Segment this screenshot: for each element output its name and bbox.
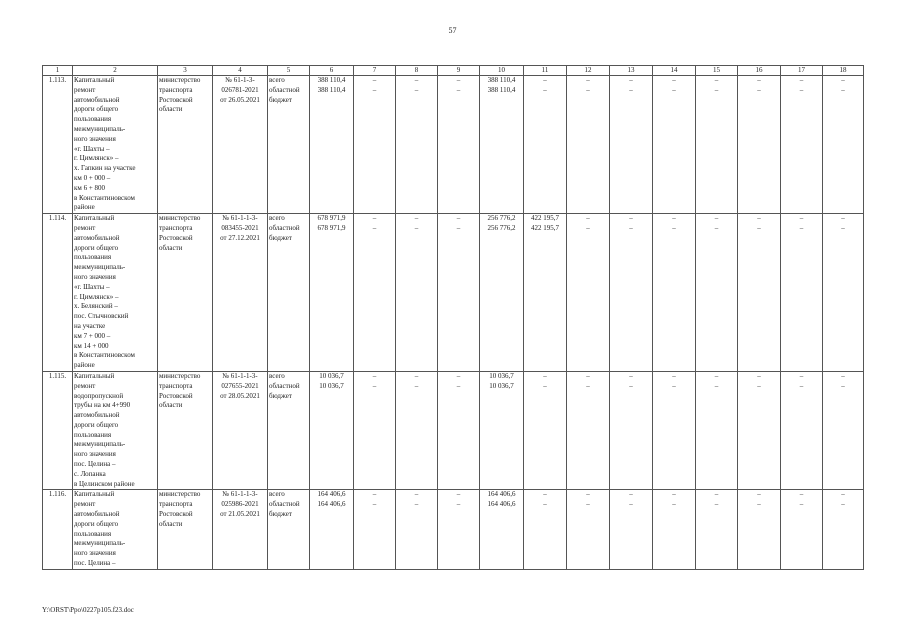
value-cell [524,76,567,214]
value-line: 388 110,4 [487,76,516,84]
column-header: 8 [396,66,438,76]
value-cell [823,214,864,372]
value-line: – [586,76,590,84]
value-line: – [672,490,676,499]
expertise-doc: № 61-1-1-3- 027655-2021 от 28.05.2021 [213,371,268,490]
value-line: – [629,224,633,233]
value-line: – [414,214,419,223]
funding-source-label: областной бюджет [269,500,300,519]
value-cell [653,214,696,372]
value-cell [567,214,610,372]
value-line: 678 971,9 [317,224,346,233]
funding-source [268,490,310,569]
value-line: – [456,224,461,233]
value-line: – [586,500,590,509]
value-cell [781,490,823,569]
value-line: – [799,381,804,390]
value-line: – [841,224,845,233]
expertise-doc: № 61-1-1-3- 025986-2021 от 21.05.2021 [213,490,268,569]
value-line: – [414,381,419,390]
value-cell [696,490,738,569]
value-line: – [799,371,804,380]
funding-source-label: областной бюджет [269,86,300,104]
object-name: Капитальный ремонт автомобильной дороги общего пользования межмуниципаль- ного значения «г. Шахты – г. Цимлянск» – х. Гапкин на участке км 0 + 000 – км 6 + 800 в Константиновском районе [73,76,158,214]
value-line: – [456,500,461,509]
column-header: 2 [73,66,158,76]
value-line: – [757,76,761,84]
value-line: – [456,381,461,390]
value-line: – [456,371,461,380]
value-line: – [757,500,761,509]
value-line: – [414,76,419,84]
value-line: – [757,86,761,94]
table-row [43,214,864,372]
value-line: – [799,490,804,499]
value-line: – [372,214,377,223]
column-header: 12 [567,66,610,76]
value-line: – [586,214,590,223]
column-header: 15 [696,66,738,76]
value-cell [781,371,823,490]
value-line: 388 110,4 [317,76,346,84]
column-header: 18 [823,66,864,76]
funding-source [268,371,310,490]
value-cell [480,76,524,214]
value-line: – [714,371,719,380]
value-cell [524,214,567,372]
value-line: – [629,381,633,390]
column-header: 9 [438,66,480,76]
value-line: – [543,371,547,380]
value-cell [653,76,696,214]
column-header: 16 [738,66,781,76]
value-cell [396,76,438,214]
value-line: – [757,371,761,380]
value-cell [438,76,480,214]
row-number: 1.114. [43,214,73,372]
value-line: 256 776,2 [487,214,516,223]
value-cell [696,214,738,372]
value-line: – [714,381,719,390]
value-line: – [543,490,547,499]
value-cell [738,76,781,214]
value-cell [354,214,396,372]
value-cell [310,76,354,214]
column-header: 5 [268,66,310,76]
value-line: – [586,371,590,380]
value-line: – [714,224,719,233]
value-cell [823,490,864,569]
row-number: 1.115. [43,371,73,490]
value-cell [524,371,567,490]
value-line: – [799,86,804,94]
column-header: 1 [43,66,73,76]
value-line: – [543,86,547,94]
funding-source-label: областной бюджет [269,224,300,242]
value-line: 388 110,4 [317,86,346,94]
value-cell [438,371,480,490]
funding-source [268,76,310,214]
value-cell [738,490,781,569]
value-line: – [414,371,419,380]
value-cell [781,214,823,372]
value-line: – [799,214,804,223]
value-line: – [586,224,590,233]
value-line: – [714,500,719,509]
value-cell [567,76,610,214]
row-number: 1.116. [43,490,73,569]
object-name: Капитальный ремонт автомобильной дороги общего пользования межмуниципаль- ного значения пос. Целина – [73,490,158,569]
value-line: – [841,381,845,390]
value-cell [696,76,738,214]
column-header: 7 [354,66,396,76]
value-line: – [543,381,547,390]
value-line: – [372,76,377,84]
value-line: – [841,371,845,380]
value-line: – [456,490,461,499]
value-line: – [714,76,719,84]
value-cell [696,371,738,490]
value-line: – [799,224,804,233]
value-line: – [414,224,419,233]
value-line: 10 036,7 [489,381,514,390]
value-cell [823,76,864,214]
value-cell [480,490,524,569]
column-header: 4 [213,66,268,76]
funding-source-label: всего [269,76,285,84]
row-number: 1.113. [43,76,73,214]
value-line: – [372,381,377,390]
value-line: 422 195,7 [531,224,559,233]
table-row [43,371,864,490]
value-cell [354,371,396,490]
value-line: – [841,214,845,223]
value-line: – [629,371,633,380]
value-line: – [841,76,845,84]
value-cell [310,490,354,569]
column-header: 17 [781,66,823,76]
value-cell [438,490,480,569]
value-line: – [672,224,676,233]
value-line: 10 036,7 [319,381,344,390]
value-line: – [456,214,461,223]
value-cell [653,490,696,569]
column-header: 3 [158,66,213,76]
funding-source-label: всего [269,214,285,223]
value-line: – [672,76,676,84]
value-line: – [543,76,547,84]
value-cell [823,371,864,490]
value-line: 164 406,6 [487,490,516,499]
funding-source [268,214,310,372]
table-header-row [43,66,864,76]
value-cell [610,76,653,214]
value-line: 10 036,7 [489,371,514,380]
value-line: – [414,500,419,509]
value-cell [480,371,524,490]
value-cell [567,371,610,490]
value-line: – [672,500,676,509]
value-cell [781,76,823,214]
value-line: – [672,86,676,94]
value-line: – [629,76,633,84]
value-line: – [672,214,676,223]
value-line: – [629,214,633,223]
value-line: – [757,214,761,223]
column-header: 14 [653,66,696,76]
value-line: – [672,381,676,390]
value-line: – [456,76,461,84]
funding-source-label: всего [269,371,285,380]
responsible-org: министерство транспорта Ростовской области [158,371,213,490]
value-line: – [372,224,377,233]
value-cell [310,214,354,372]
value-line: – [543,500,547,509]
page-number: 57 [448,26,457,35]
value-cell [567,490,610,569]
expertise-doc: № 61-1-3- 026781-2021 от 26.05.2021 [213,76,268,214]
value-cell [396,214,438,372]
value-line: – [799,500,804,509]
value-cell [610,371,653,490]
value-line: – [372,86,377,94]
value-cell [738,214,781,372]
value-line: 678 971,9 [317,214,346,223]
responsible-org: министерство транспорта Ростовской области [158,490,213,569]
value-line: 164 406,6 [317,500,346,509]
value-line: – [629,86,633,94]
value-cell [524,490,567,569]
value-line: – [586,381,590,390]
value-cell [738,371,781,490]
value-cell [396,490,438,569]
responsible-org: министерство транспорта Ростовской области [158,214,213,372]
table-row [43,490,864,569]
value-line: – [714,490,719,499]
value-cell [310,371,354,490]
column-header: 13 [610,66,653,76]
budget-table [42,65,864,570]
value-line: – [372,490,377,499]
value-cell [354,490,396,569]
value-line: 10 036,7 [319,371,344,380]
value-line: – [586,490,590,499]
value-line: – [841,500,845,509]
column-header: 6 [310,66,354,76]
table-row [43,76,864,214]
value-line: 388 110,4 [487,86,516,94]
value-line: – [672,371,676,380]
responsible-org: министерство транспорта Ростовской области [158,76,213,214]
value-line: – [799,76,804,84]
funding-source-label: областной бюджет [269,381,300,400]
value-line: – [841,490,845,499]
value-line: – [372,371,377,380]
value-line: – [757,224,761,233]
value-cell [354,76,396,214]
value-line: 164 406,6 [487,500,516,509]
value-cell [480,214,524,372]
value-cell [438,214,480,372]
value-line: – [629,500,633,509]
value-line: – [586,86,590,94]
value-line: 164 406,6 [317,490,346,499]
value-line: – [714,214,719,223]
object-name: Капитальный ремонт водопропускной трубы на км 4+990 автомобильной дороги общего пользования межмуниципаль- ного значения пос. Целина – с. Лопанка в Целинском районе [73,371,158,490]
value-cell [610,214,653,372]
column-header: 11 [524,66,567,76]
funding-source-label: всего [269,490,285,499]
value-line: 256 776,2 [487,224,516,233]
value-line: – [841,86,845,94]
value-line: – [414,86,419,94]
value-line: – [372,500,377,509]
value-line: – [629,490,633,499]
value-line: – [414,490,419,499]
value-cell [396,371,438,490]
column-header: 10 [480,66,524,76]
value-cell [610,490,653,569]
value-line: – [757,490,761,499]
value-line: – [456,86,461,94]
expertise-doc: № 61-1-1-3- 083455-2021 от 27.12.2021 [213,214,268,372]
footer-file-path: Y:\ORST\Ppo\0227p105.f23.doc [42,606,134,614]
value-line: – [714,86,719,94]
value-cell [653,371,696,490]
value-line: – [757,381,761,390]
object-name: Капитальный ремонт автомобильной дороги общего пользования межмуниципаль- ного значения «г. Шахты – г. Цимлянск» – х. Белянский – пос. Стычновский на участке км 7 + 000 – км 14 + 000 в Константиновском районе [73,214,158,372]
value-line: 422 195,7 [531,214,559,223]
